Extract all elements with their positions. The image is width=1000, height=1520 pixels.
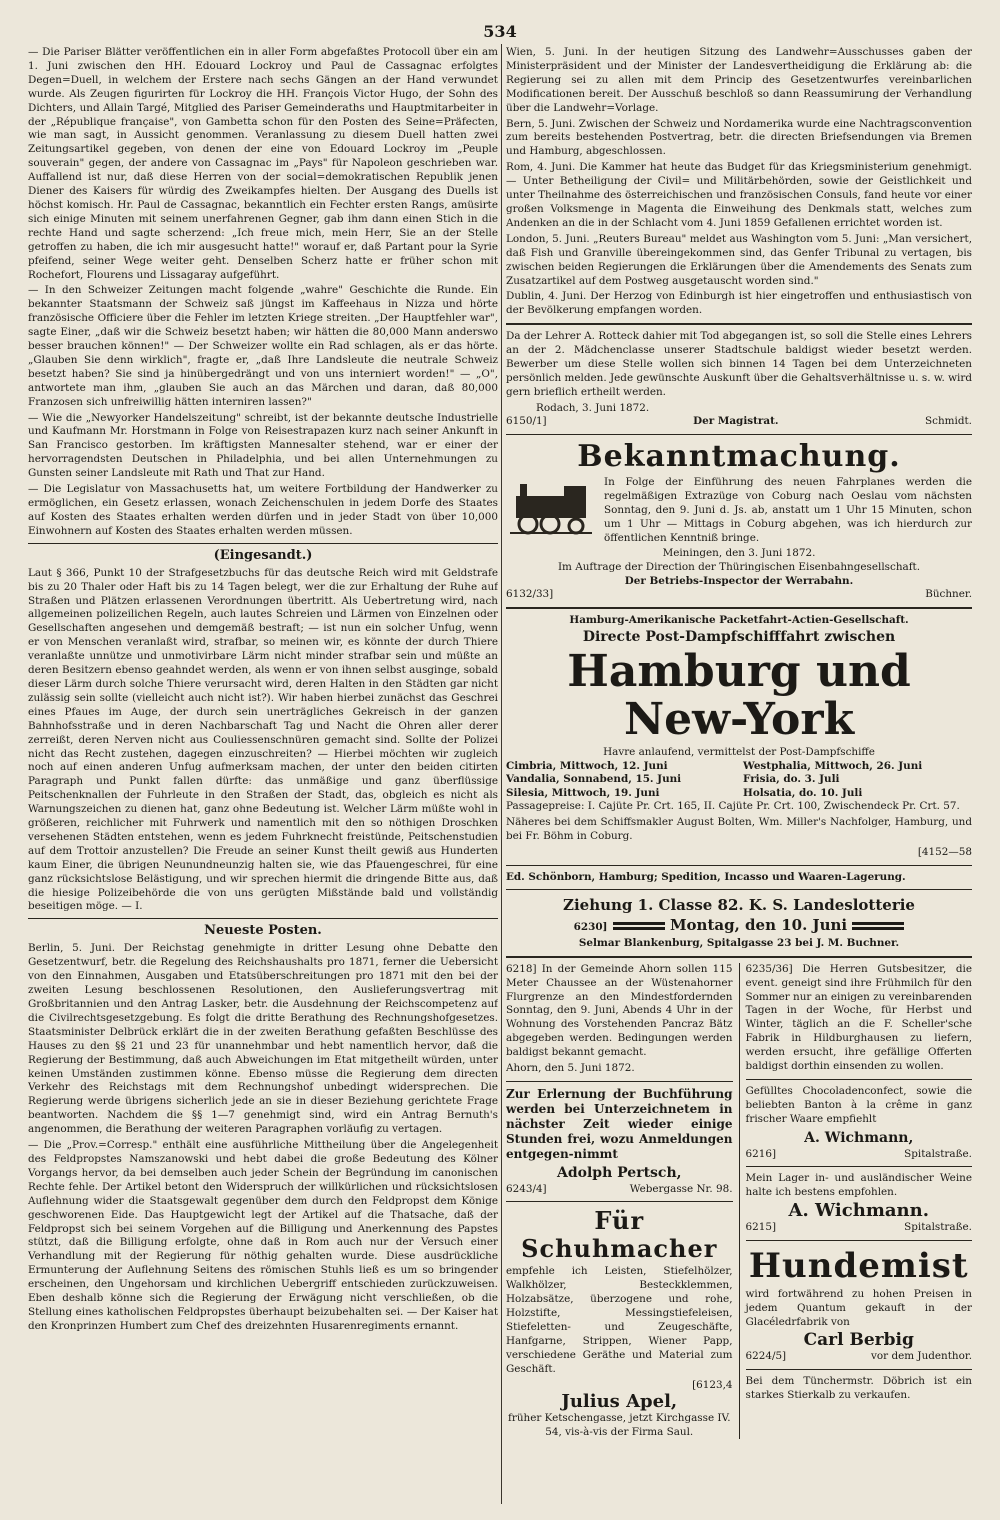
ad-schuh-text: empfehle ich Leisten, Stiefelhölzer, Walkhölzer, Besteckklemmen, Holzabsätze, überzogene und rohe, Holzstifte, Messingstiefeleisen, Stiefeletten- und Zeugeschäfte, Hanfgarne, Strippen, Wiener Papp, verschiedene Geräthe und Material zum Geschäft. bbox=[506, 1265, 733, 1375]
neueste-posten-heading: Neueste Posten. bbox=[28, 918, 498, 938]
news-prov-corresp: — Die „Prov.=Corresp." enthält eine ausführliche Mittheilung über die Angelegenheit des Feldpropstes Namszanowski und hebt dabei die große Bedeutung des Kölner Vorgangs hervor, da bei demselben auch jeder Schein der Begründung im canonischen Rechte fehle. Der Artikel betont den Widerspruch der willkürlichen und rücksichtslosen Auflehnung wider die Staatsgewalt gegenüber dem durch den Feldpropst dem Könige geschworenen Eide. Das Hauptgewicht legt der Artikel auf die Thatsache, daß der Feldpropst sich bei seinem Vorgehen auf die Billigung und Anerkennung des Papstes stützt, daß die Billigung erfolgte, ohne daß in Rom auch nur der Versuch einer Verhandlung mit der Regierung für nöthig gehalten wurde. Diese ausdrückliche Ermunterung der Auflehnung Seitens des römischen Stuhls ließ es um so bringender erscheinen, den Ungehorsam und kirchlichen Uebergriff entschieden zurückzuweisen. Eben deshalb könne sich die Regierung der Erwägung nicht verschließen, ob die Stellung eines katholischen Feldpropstes überhaupt beizubehalten sei. — Der Kaiser hat den Kronprinzen Humbert zum Chef des dreizehnten Husarenregiments ernannt. bbox=[28, 1139, 498, 1332]
ad-lotterie-ref: 6230] bbox=[573, 921, 608, 934]
ad-lehrer-ref: 6150/1] bbox=[506, 415, 547, 428]
ad-ahorn-text: 6218] In der Gemeinde Ahorn sollen 115 Meter Chaussee an der Wüstenahorner Flurgrenze an den Mindestfordernden Sonntag, den 9. Juni, Abends 4 Uhr in der Wohnung des Vorstehenden Pancraz Bätz abgegeben werden. Bedingungen werden baldigst bekannt gemacht. bbox=[506, 962, 733, 1059]
ad-weine-footer bbox=[746, 1221, 973, 1235]
ship-entry: Westphalia, Mittwoch, 26. Juni bbox=[743, 760, 923, 773]
news-bern: Bern, 5. Juni. Zwischen der Schweiz und Nordamerika wurde eine Nachtragsconvention zum bereits bestehenden Postvertrag, betr. die directen Briefsendungen via Bremen und Hamburg, abgeschlossen. bbox=[506, 117, 972, 158]
ship-entry: Vandalia, Sonnabend, 15. Juni bbox=[506, 773, 682, 786]
ad-fruehmilch: 6235/36] Die Herren Gutsbesitzer, die event. geneigt sind ihre Frühmilch für den Sommer nur an einigen zu vereinbarenden Tagen in der Woche, für Herbst und Winter, täglich an die F. Scheller'sche Fabrik in Hildburghausen zu liefern, werden ersucht, ihre gefällige Offerten baldigst dorthin einsenden zu wollen. bbox=[745, 962, 972, 1073]
ad-hundemist-name: Carl Berbig bbox=[803, 1330, 914, 1351]
ad-lehrer-name: Schmidt. bbox=[925, 415, 972, 428]
ship-entry: Silesia, Mittwoch, 19. Juni bbox=[506, 786, 660, 799]
page-number: 534 bbox=[483, 22, 517, 41]
ad-ahorn-place: Ahorn, den 5. Juni 1872. bbox=[506, 1062, 635, 1075]
ad-lehrer-sign: Der Magistrat. bbox=[693, 415, 779, 428]
article-massachusetts: — Die Legislatur von Massachusetts hat, um weitere Fortbildung der Handwerker zu ermöglichen, ein Gesetz erlassen, wonach Zeichenschulen in jedem Dorfe des Staates auf Kosten des Staates erhalten werden dürfen und in jeder Stadt von über 10,000 Einwohnern auf Kosten des Staates erhalten werden müssen. bbox=[28, 483, 498, 537]
ad-bekanntmachung-name: Büchner. bbox=[925, 588, 972, 601]
ad-bekanntmachung-place: Meiningen, den 3. Juni 1872. bbox=[662, 547, 816, 560]
ad-bekanntmachung-text: In Folge der Einführung des neuen Fahrplanes werden die regelmäßigen Extrazüge von Coburg nach Oeslau vom nächsten Sonntag, den 9. Juni d. Js. ab, anstatt um 1 Uhr 15 Minuten, schon um 1 Uhr — Mittags in Coburg abgehen, was ich hierdurch zur öffentlichen Kenntniß bringe. bbox=[604, 475, 972, 544]
locomotive-icon bbox=[506, 478, 596, 538]
news-berlin: Berlin, 5. Juni. Der Reichstag genehmigte in dritter Lesung ohne Debatte den Gesetzentwurf, betr. die Regelung des Reichshaushalts pro 1871, ferner die Uebersicht von den Einnahmen, Ausgaben und Etatsüberschreitungen pro 1871 mit den bei der zweiten Lesung beschlossenen Resolutionen, den Auslieferungsvertrag mit Großbritannien und den Antrag Lasker, betr. die Ausdehnung der Reichscompetenz auf die Civilrechtsgesetzgebung. Es folgt die dritte Berathung des Rechnungshofgesetzes. Staatsminister Delbrück erklärt die in der zweiten Berathung gefaßten Beschlüsse des Hauses zu den §§ 21 und 23 für unannehmbar und hebt namentlich hervor, daß die Regierung der Bestimmung, daß auch Abweichungen im Etat mitgetheilt würden, unter keinen Umständen zustimmen könne. Ebenso müsse die Regierung dem directen Verkehr des Reichstags mit dem Rechnungshof unbedingt widersprechen. Die Regierung werde übrigens sicherlich jede an sie in dieser Beziehung gerichtete Frage beantworten. Nachdem die §§ 1—7 genehmigt sind, wird ein Antrag Bernuth's angenommen, die Berathung der weiteren Paragraphen vorläufig zu vertagen. bbox=[28, 942, 498, 1136]
divider bbox=[746, 1369, 973, 1370]
ad-lehrer bbox=[506, 330, 972, 429]
double-rule-icon bbox=[613, 920, 665, 932]
news-london: London, 5. Juni. „Reuters Bureau" meldet aus Washington vom 5. Juni: „Man versichert, daß Fish und Granville übereingekommen sind, das Genfer Tribunal zu vertagen, bis zwischen beiden Regierungen die Erklärungen über die Amendements des Senats zum Zusatzartikel auf dem Postweg ausgetauscht worden sind." bbox=[506, 232, 972, 287]
ad-choco-text: Gefülltes Chocoladenconfect, sowie die beliebten Banton à la crême in ganz frischer Waare empfiehlt bbox=[745, 1085, 972, 1125]
divider bbox=[506, 865, 972, 866]
ad-hundemist-addr: vor dem Judenthor. bbox=[871, 1350, 972, 1363]
divider bbox=[746, 1079, 973, 1080]
ad-hapag-company: Hamburg-Amerikanische Packetfahrt-Actien-Gesellschaft. bbox=[569, 613, 909, 626]
ad-schuh-name: Julius Apel, bbox=[561, 1391, 678, 1413]
ad-hundemist-footer bbox=[746, 1350, 973, 1364]
divider bbox=[506, 956, 972, 958]
ad-hundemist-ref: 6224/5] bbox=[745, 1350, 787, 1363]
ad-hundemist-title: Hundemist bbox=[748, 1245, 969, 1286]
ad-hapag-fares: Passagepreise: I. Cajüte Pr. Crt. 165, II. Cajüte Pr. Crt. 100, Zwischendeck Pr. Crt. 57. bbox=[506, 800, 960, 813]
ad-bekanntmachung-auftrag: Im Auftrage der Direction der Thüringischen Eisenbahngesellschaft. bbox=[557, 561, 921, 574]
ad-hapag-ref: [4152—58 bbox=[917, 845, 972, 858]
left-column bbox=[28, 46, 498, 1501]
ad-lotterie-title: Ziehung 1. Classe 82. K. S. Landeslotterie bbox=[563, 896, 915, 915]
ad-weine-name: A. Wichmann. bbox=[788, 1200, 929, 1222]
ad-schuh-ref: [6123,4 bbox=[692, 1378, 733, 1391]
small-ads-left bbox=[506, 963, 733, 1440]
ad-weine-ref: 6215] bbox=[745, 1221, 776, 1234]
divider bbox=[746, 1240, 973, 1241]
news-wien: Wien, 5. Juni. In der heutigen Sitzung des Landwehr=Ausschusses gaben der Ministerpräsident und der Minister der Landesvertheidigung die Erklärung ab: die Regierung sei zu allen mit dem Princip des Gesetzentwurfes vereinbarlichen Modificationen bereit. Der Ausschuß beschloß so dann Reassumirung der Verhandlung über die Landwehr=Vorlage. bbox=[506, 46, 972, 114]
divider bbox=[506, 434, 972, 435]
ad-hapag-direct: Directe Post-Dampfschifffahrt zwischen bbox=[582, 629, 896, 646]
article-horstmann: — Wie die „Newyorker Handelszeitung" schreibt, ist der bekannte deutsche Industrielle und Kaufmann Mr. Horstmann in Folge von Reisestrapazen kurz nach seiner Ankunft in San Francisco gestorben. Im kräftigsten Mannesalter stehend, war er einer der hervorragendsten Deutschen in Philadelphia, und bei allen Unternehmungen zu Gunsten seiner Landsleute mit Rath und That zur Hand. bbox=[28, 411, 498, 480]
ad-schuh-addr: früher Ketschengasse, jetzt Kirchgasse IV. 54, vis-à-vis der Firma Saul. bbox=[508, 1412, 731, 1438]
ad-pertsch-text: Zur Erlernung der Buchführung werden bei Unterzeichnetem in nächster Zeit wieder einige Stunden frei, wozu Anmeldungen entgegen-nimmt bbox=[506, 1086, 733, 1161]
ad-lotterie-date-row bbox=[506, 915, 972, 937]
ad-weine-text: Mein Lager in- und ausländischer Weine halte ich bestens empfohlen. bbox=[745, 1172, 972, 1199]
ship-entry: Holsatia, do. 10. Juli bbox=[743, 786, 863, 799]
ad-lotterie-seller: Selmar Blankenburg, Spitalgasse 23 bei J. M. Buchner. bbox=[578, 937, 900, 950]
ad-pertsch-ref: 6243/4] bbox=[506, 1182, 547, 1195]
ad-bekanntmachung-sign: Der Betriebs-Inspector der Werrabahn. bbox=[624, 574, 854, 587]
ad-pertsch-addr: Webergasse Nr. 98. bbox=[629, 1182, 733, 1195]
small-ads-right bbox=[746, 963, 973, 1440]
ad-bekanntmachung-footer bbox=[506, 588, 972, 602]
ad-hapag-agent: Näheres bei dem Schiffsmakler August Bolten, Wm. Miller's Nachfolger, Hamburg, und bei Fr. Böhm in Coburg. bbox=[506, 816, 972, 843]
ad-bekanntmachung bbox=[506, 440, 972, 602]
eingesandt-text: Laut § 366, Punkt 10 der Strafgesetzbuchs für das deutsche Reich wird mit Geldstrafe bis zu 20 Thaler oder Haft bis zu 14 Tagen belegt, wer die zur Erhaltung der Ruhe auf Straßen und Plätzen erlassenen Verordnungen übertritt. Als Uebertretung wird, nach allgemeinen polizeilichen Regeln, auch lautes Schreien und Lärmen von Einzelnen oder Gesellschaften angesehen und demgemäß bestraft; — ist nun ein solcher Unfug, wenn er von Menschen veranlaßt wird, strafbar, so meinen wir, es könnte der durch Thiere veranlaßte unnütze und unmotivirbare Lärm nicht minder strafbar sein und müßte an deren Besitzern ebenso geahndet werden, als wenn er von ihnen selbst ausginge, sobald dieser Lärm durch solche Thiere verursacht wird, deren Halten in den Städten gar nicht zulässig sein sollte (vielleicht auch nicht ist?). Wir haben hierbei zunächst das Geschrei eines Pfaues im Auge, der durch sein unerträgliches Gekreisch in der ganzen Bahnhofsstraße und in deren Nachbarschaft Tag und Nacht die Ohren aller derer zerreißt, deren Nerven nicht aus Couliessenschnüren gemacht sind. Sollte der Polizei nicht das Recht zustehen, dagegen einzuschreiten? — Hierbei möchten wir zugleich noch auf einen anderen Unfug aufmerksam machen, der unter den beiden citirten Paragraph und Punkt fallen dürfte: das unmäßige und ganz überflüssige Peitschenknallen der Fuhrleute in den Straßen der Stadt, das, obgleich es nicht als Warnungszeichen zu dienen hat, ganz ohne Bedeutung ist. Welcher Lärm müßte wohl in größeren, reichlicher mit Fuhrwerk und namentlich mit den so nöthigen Droschken versehenen Städten entstehen, wenn es jedem Fuhrknecht freistünde, Peitschenstudien auf dem Trottoir anzustellen? Die Freude an seiner Kunst theilt gewiß aus Hunderten kaum Einer, die übrigen Neunundneunzig halten sie, wie das Pfauengeschrei, für eine ganz rücksichtslose Belästigung, und wir sprechen hiermit die dringende Bitte aus, daß die hiesige Polizeibehörde die von uns gerügten Mißstände bald und vollständig beseitigen möge. — I. bbox=[28, 566, 498, 913]
news-dublin: Dublin, 4. Juni. Der Herzog von Edinburgh ist hier eingetroffen und enthusiastisch von der Bevölkerung empfangen worden. bbox=[506, 290, 972, 317]
article-swiss-story: — In den Schweizer Zeitungen macht folgende „wahre" Geschichte die Runde. Ein bekannter Staatsmann der Schweiz saß jüngst im Kaffeehaus in Nizza und hörte französische Officiere über die Fehler im letzten Kriege streiten. „Der Hauptfehler war", sagte Einer, „daß wir die Schweiz besetzt haben; wir hätten die 80,000 Mann anderswo besser brauchen können!" — Der Schweizer wollte ein Rad schlagen, als er das hörte. „Glauben Sie denn wirklich", fragte er, „daß Ihre Landsleute die neutrale Schweiz besetzt haben? Sie sind ja hinübergedrängt und von uns interniert worden!" — „O", antwortete man ihm, „glauben Sie auch an das Märchen und daran, daß 80,000 Franzosen sich unfreiwillig hätten interniren lassen?" bbox=[28, 284, 498, 408]
ad-hundemist-text: wird fortwährend zu hohen Preisen in jedem Quantum gekauft in der Glacéledrfabrik von bbox=[745, 1287, 972, 1328]
divider bbox=[506, 1081, 733, 1082]
ad-bekanntmachung-ref: 6132/33] bbox=[506, 588, 554, 601]
ad-hapag-title: Hamburg und New-York bbox=[567, 646, 911, 746]
divider bbox=[506, 323, 972, 325]
column-divider bbox=[501, 44, 502, 1504]
ad-lotterie-date: Montag, den 10. Juni bbox=[669, 916, 848, 935]
divider bbox=[506, 889, 972, 890]
ad-hapag-havre: Havre anlaufend, vermittelst der Post-Dampfschiffe bbox=[603, 746, 875, 759]
ad-choco-ref: 6216] bbox=[745, 1147, 776, 1160]
ad-lehrer-text: Da der Lehrer A. Rotteck dahier mit Tod abgegangen ist, so soll die Stelle eines Lehrers an der 2. Mädchenclasse unserer Stadtschule baldigst wieder besetzt werden. Bewerber um diese Stelle wollen sich binnen 14 Tagen bei dem Unterzeichneten persönlich melden. Jede gewünschte Auskunft über die Gehaltsverhältnisse u. s. w. wird gern brieflich ertheilt werden. bbox=[506, 330, 972, 398]
ad-pertsch-name: Adolph Pertsch, bbox=[556, 1164, 682, 1181]
divider bbox=[506, 1201, 733, 1202]
ad-bekanntmachung-title: Bekanntmachung. bbox=[577, 438, 901, 474]
ad-hapag bbox=[506, 614, 972, 860]
ad-lehrer-sign-row bbox=[506, 415, 972, 429]
ad-weine-addr: Spitalstraße. bbox=[904, 1221, 972, 1234]
ship-entry: Frisia, do. 3. Juli bbox=[743, 773, 840, 786]
ad-lotterie bbox=[506, 895, 972, 951]
eingesandt-heading: (Eingesandt.) bbox=[28, 543, 498, 563]
ad-choco-footer bbox=[746, 1148, 973, 1162]
ad-stierkalb: Bei dem Tünchermstr. Döbrich ist ein starkes Stierkalb zu verkaufen. bbox=[745, 1375, 972, 1401]
divider bbox=[506, 607, 972, 609]
right-column bbox=[506, 46, 972, 1501]
divider bbox=[746, 1166, 973, 1167]
ad-hapag-ships bbox=[506, 760, 972, 800]
double-rule-icon bbox=[852, 920, 904, 932]
article-paris-duel: — Die Pariser Blätter veröffentlichen ein in aller Form abgefaßtes Protocoll über ein am 1. Juni zwischen den HH. Edouard Lockroy und Paul de Cassagnac erfolgtes Degen=Duell, in welchem der Erstere nach sechs Gängen an der Hand verwundet wurde. Als Zeugen figurirten für Lockroy die HH. François Victor Hugo, der Sohn des Dichters, und Allain Targé, Mitglied des Pariser Gemeinderaths und Hauptmitarbeiter in der „République française", von Gambetta schon für den Posten des Seine=Präfecten, wie man sagt, in Aussicht genommen. Veranlassung zu diesem Duell hatten zwei Zeitungsartikel gegeben, von denen der eine von Edouard Lockroy im „Peuple souverain" gegen, der andere von Cassagnac im „Pays" für Napoleon geschrieben war. Auffallend ist nur, daß diese Herren von der social=demokratischen Republik jenen Diener des Kaisers für würdig des Zweikampfes hielten. Der Ausgang des Duells ist höchst komisch. Hr. Paul de Cassagnac, bekanntlich ein Fechter ersten Rangs, amüsirte sich einige Minuten mit seinem unerfahrenen Gegner, gab ihm dann einen Stich in die rechte Hand und sagte scherzend: „Ich freue mich, mein Herr, Sie an der Stelle getroffen zu haben, die ich mir ausgesucht hatte!" worauf er, daß Partant pour la Syrie pfeifend, seiner Wege weiter geht. Denselben Scherz hatte er früher schon mit Rochefort, Flourens und Lissagaray aufgeführt. bbox=[28, 46, 498, 281]
column-divider bbox=[739, 963, 740, 1440]
ad-schoenborn: Ed. Schönborn, Hamburg; Spedition, Incasso und Waaren-Lagerung. bbox=[506, 870, 906, 883]
small-ads-grid bbox=[506, 963, 972, 1440]
ad-choco-addr: Spitalstraße. bbox=[904, 1147, 972, 1160]
ad-pertsch-footer bbox=[506, 1183, 733, 1197]
ship-entry: Cimbria, Mittwoch, 12. Juni bbox=[506, 760, 668, 773]
ad-choco-name: A. Wichmann, bbox=[804, 1129, 914, 1146]
ad-lehrer-place: Rodach, 3. Juni 1872. bbox=[536, 401, 650, 414]
news-rom: Rom, 4. Juni. Die Kammer hat heute das Budget für das Kriegsministerium genehmigt. — Unter Betheiligung der Civil= und Militärbehörden, sowie der Geistlichkeit und unter Theilnahme des österreichischen und französischen Consuls, fand heute vor einer großen Volksmenge in Magenta die Einweihung des Denkmals statt, welches zum Andenken an die in der Schlacht vom 4. Juni 1859 Gefallenen errichtet worden ist. bbox=[506, 161, 972, 229]
ad-schuh-title: Für Schuhmacher bbox=[521, 1206, 718, 1264]
